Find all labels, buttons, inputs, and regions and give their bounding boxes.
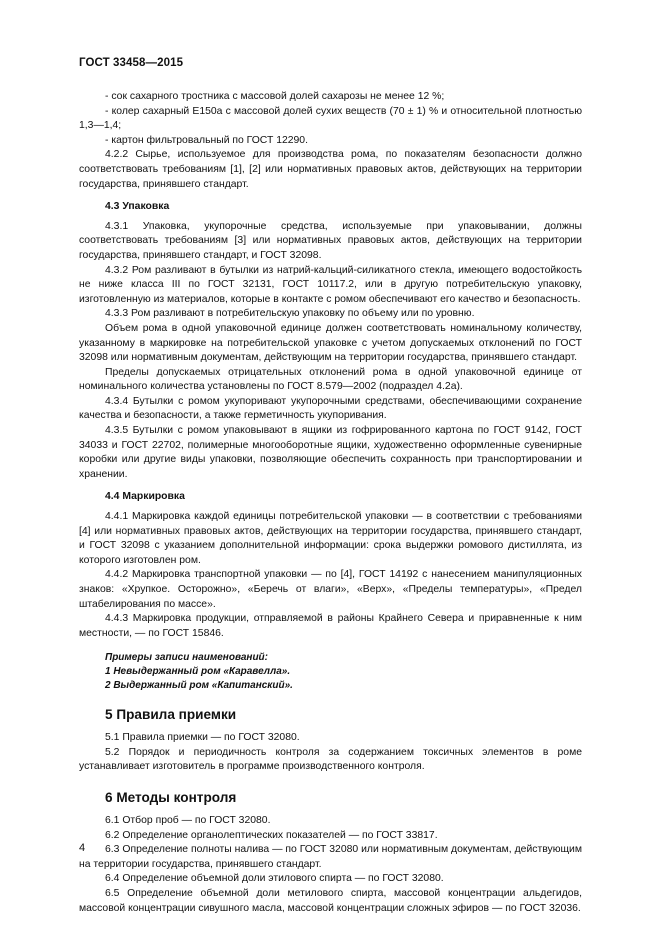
paragraph: 4.4.3 Маркировка продукции, отправляемой в районы Крайнего Севера и приравненные к ним местности, — по ГОСТ 15846.	[79, 613, 582, 639]
paragraph: 4.3.2 Ром разливают в бутылки из натрий-кальций-силикатного стекла, имеющего водостойкость не ниже класса III по ГОСТ 32131, ГОСТ 10117.2, или в другую потребительскую упаковку, изготовленную из материалов, которые в контакте с ромом обеспечивают его качество и безопасность.	[79, 264, 582, 305]
paragraph: 6.1 Отбор проб — по ГОСТ 32080.	[105, 814, 271, 826]
paragraph: 6.4 Определение объемной доли этилового спирта — по ГОСТ 32080.	[105, 873, 444, 885]
paragraph: Объем рома в одной упаковочной единице должен соответствовать номинальному количеству, указанному в маркировке на потребительской упаковке с учетом допускаемых отклонений по ГОСТ 32098 или нормативным документам, действующим на территории государства, принявшего стандарт.	[79, 322, 582, 364]
subsection-heading-marking: 4.4 Маркировка	[105, 491, 185, 503]
paragraph: 4.3.4 Бутылки с ромом укупоривают укупорочными средствами, обеспечивающими сохранение качества и безопасности, а также герметичность укупоривания.	[79, 395, 582, 422]
paragraph: 4.3.3 Ром разливают в потребительскую упаковку по объему или по уровню.	[105, 308, 475, 320]
document-code-header: ГОСТ 33458—2015	[79, 57, 184, 69]
paragraph: Пределы допускаемых отрицательных отклонений рома в одной упаковочной единице от номинального количества установлены по ГОСТ 8.579—2002 (подраздел 4.2а).	[79, 366, 582, 393]
list-item: - колер сахарный E150а с массовой долей сухих веществ (70 ± 1) % и относительной плотностью 1,3—1,4;	[79, 105, 582, 132]
paragraph: 5.1 Правила приемки — по ГОСТ 32080.	[105, 732, 300, 744]
example-item: 1 Невыдержанный ром «Каравелла».	[105, 665, 291, 677]
paragraph: 6.5 Определение объемной доли метилового спирта, массовой концентрации альдегидов, массовой концентрации сивушного масла, массовой концентрации сложных эфиров — по ГОСТ 32036.	[79, 887, 582, 914]
subsection-heading-packaging: 4.3 Упаковка	[105, 201, 170, 213]
paragraph: 4.3.1 Упаковка, укупорочные средства, используемые при упаковывании, должны соответствовать требованиям [3] или нормативных правовых актов, действующих на территории государства, принявшего стандарт, и ГОСТ 32098.	[79, 220, 582, 261]
page-number: 4	[79, 842, 86, 854]
paragraph: 4.4.1 Маркировка каждой единицы потребительской упаковки — в соответствии с требованиями [4] или нормативных правовых актов, действующих на территории государства, принявшего стандарт, и ГОСТ 32098 с указанием дополнительной информации: срока выдержки ромового дистиллята, из которого изготовлен ром.	[79, 511, 582, 566]
example-item: 2 Выдержанный ром «Капитанский».	[105, 679, 293, 691]
paragraph: 4.4.2 Маркировка транспортной упаковки — по [4], ГОСТ 14192 с нанесением манипуляционных знаков: «Хрупкое. Осторожно», «Беречь от влаги», «Верх», «Пределы температуры», «Предел штабелирования по массе».	[79, 569, 582, 610]
section-heading-acceptance: 5 Правила приемки	[105, 707, 237, 723]
paragraph: 6.2 Определение органолептических показателей — по ГОСТ 33817.	[105, 829, 438, 841]
paragraph: 5.2 Порядок и периодичность контроля за содержанием токсичных элементов в роме устанавливает изготовитель в программе производственного контроля.	[79, 746, 582, 773]
examples-title: Примеры записи наименований:	[105, 652, 268, 664]
list-item: - картон фильтровальный по ГОСТ 12290.	[105, 134, 308, 146]
section-heading-control-methods: 6 Методы контроля	[105, 789, 237, 805]
paragraph: 4.3.5 Бутылки с ромом упаковывают в ящики из гофрированного картона по ГОСТ 9142, ГОСТ 34033 и ГОСТ 22702, полимерные многооборотные ящики, художественно оформленные сувенирные коробки или другие виды упаковки, позволяющие обеспечить сохранность при транспортировании и хранении.	[79, 425, 582, 480]
examples-block	[105, 651, 582, 692]
paragraph: 6.3 Определение полноты налива — по ГОСТ 32080 или нормативным документам, действующим на территории государства, принявшего стандарт.	[79, 844, 582, 870]
paragraph-4-2-2: 4.2.2 Сырье, используемое для производства рома, по показателям безопасности должно соответствовать требованиям [1], [2] или нормативных правовых актов, действующих на территории государства, принявшего стандарт.	[79, 149, 582, 190]
document-body	[79, 90, 582, 916]
list-item: - сок сахарного тростника с массовой долей сахарозы не менее 12 %;	[105, 91, 445, 102]
